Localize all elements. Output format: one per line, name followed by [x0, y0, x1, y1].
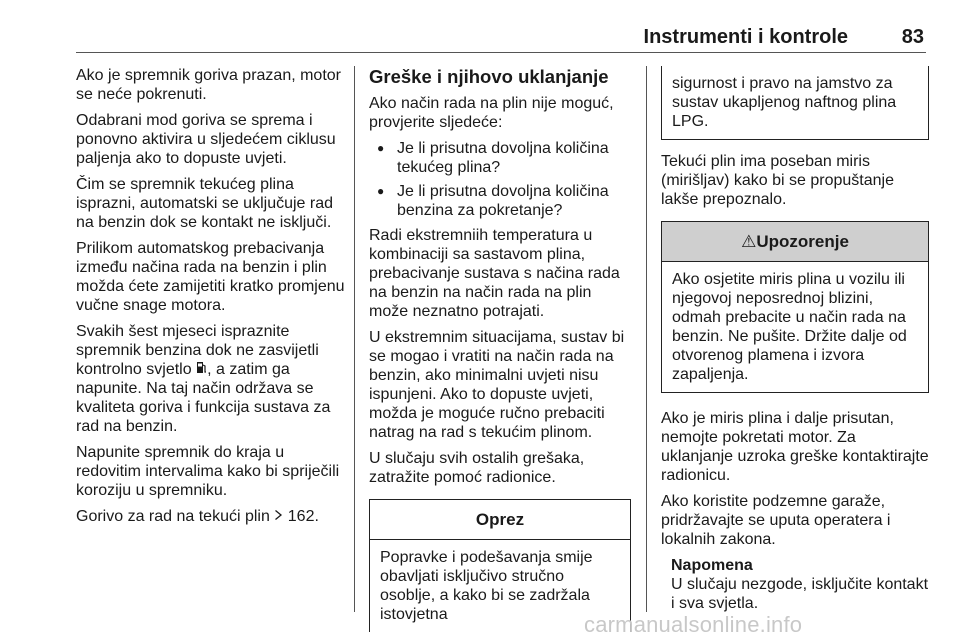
checklist	[369, 139, 631, 220]
page-title: Instrumenti i kontrole	[643, 26, 848, 48]
cross-reference: Gorivo za rad na tekući plin 162.	[76, 508, 319, 525]
paragraph: Ako je spremnik goriva prazan, motor se neće pokrenuti.	[76, 67, 341, 103]
paragraph: Ako koristite podzemne garaže, pridržavajte se uputa operatera i lokalnih zakona.	[661, 493, 891, 548]
column-divider-1	[354, 66, 355, 612]
paragraph: U slučaju svih ostalih grešaka, zatražite pomoć radionice.	[369, 450, 585, 486]
paragraph: Radi ekstremniih temperatura u kombinaciji sa sastavom plina, prebacivanje sustava s načina rada na benzin na način rada na plin može neznatno potrajati.	[369, 227, 620, 320]
list-item: ● Je li prisutna dovoljna količina tekućeg plina?	[369, 139, 631, 177]
paragraph: Odabrani mod goriva se sprema i ponovno aktivira u sljedećem ciklusu paljenja ako to dopuste uvjeti.	[76, 112, 336, 167]
paragraph: Svakih šest mjeseci ispraznite spremnik benzina dok ne zasvijetli kontrolno svjetlo , a zatim ga napunite. Na taj način održava se kvaliteta goriva i funkcija sustava za rad na benzin.	[76, 323, 331, 435]
watermark: carmanualsonline.info	[584, 612, 803, 637]
paragraph: Čim se spremnik tekućeg plina isprazni, automatski se uključuje rad na benzin dok se kontakt ne isključi.	[76, 176, 334, 231]
warning-title: Upozorenje	[756, 232, 849, 251]
note-text: U slučaju nezgode, isključite kontakt i sva svjetla.	[671, 576, 929, 612]
column-3	[661, 66, 929, 613]
paragraph: Tekući plin ima poseban miris (mirišljav) kako bi se propuštanje lakše prepoznalo.	[661, 153, 894, 208]
list-item: ● Je li prisutna dovoljna količina benzina za pokretanje?	[369, 182, 631, 220]
caution-text: Popravke i podešavanja smije obavljati isključivo stručno osoblje, a kako bi se zadržala istovjetna	[380, 549, 593, 623]
note-block	[661, 556, 929, 613]
paragraph: Napunite spremnik do kraja u redovitim intervalima kako bi spriječili koroziju u spremniku.	[76, 444, 340, 499]
caution-box-continued	[661, 66, 929, 140]
paragraph: Prilikom automatskog prebacivanja između načina rada na benzin i plin možda ćete zamijetiti kratko promjenu vučne snage motora.	[76, 240, 345, 314]
caution-text-continued: sigurnost i pravo na jamstvo za sustav ukapljenog naftnog plina LPG.	[672, 75, 897, 130]
page-reference-arrow-icon	[274, 508, 283, 525]
column-1	[76, 66, 348, 533]
caution-title: Oprez	[370, 500, 630, 540]
section-heading: Greške i njihovo uklanjanje	[369, 66, 609, 87]
warning-text: Ako osjetite miris plina u vozilu ili njegovoj neposrednoj blizini, odmah prebacite u način rada na benzin. Ne pušite. Držite dalje od otvorenog plamena i izvora zapaljenja.	[672, 271, 907, 383]
paragraph: Ako način rada na plin nije moguć, provjerite sljedeće:	[369, 95, 614, 131]
warning-header	[662, 222, 928, 262]
column-divider-2	[646, 66, 647, 612]
paragraph: Ako je miris plina i dalje prisutan, nemojte pokretati motor. Za uklanjanje uzroka greške kontaktirajte radionicu.	[661, 410, 929, 484]
note-label: Napomena	[671, 557, 753, 574]
paragraph: U ekstremnim situacijama, sustav bi se mogao i vratiti na način rada na benzin, ako minimalni uvjeti nisu ispunjeni. Ako to dopuste uvjeti, možda je moguće ručno prebaciti natrag na rad s tekućim plinom.	[369, 329, 625, 441]
page-number: 83	[901, 26, 924, 48]
warning-box	[661, 221, 929, 393]
warning-triangle-icon: ⚠	[741, 232, 757, 251]
column-2	[369, 66, 631, 632]
header-divider	[76, 52, 926, 53]
fuel-pump-icon	[196, 362, 207, 377]
page-reference[interactable]: 162.	[287, 508, 319, 525]
